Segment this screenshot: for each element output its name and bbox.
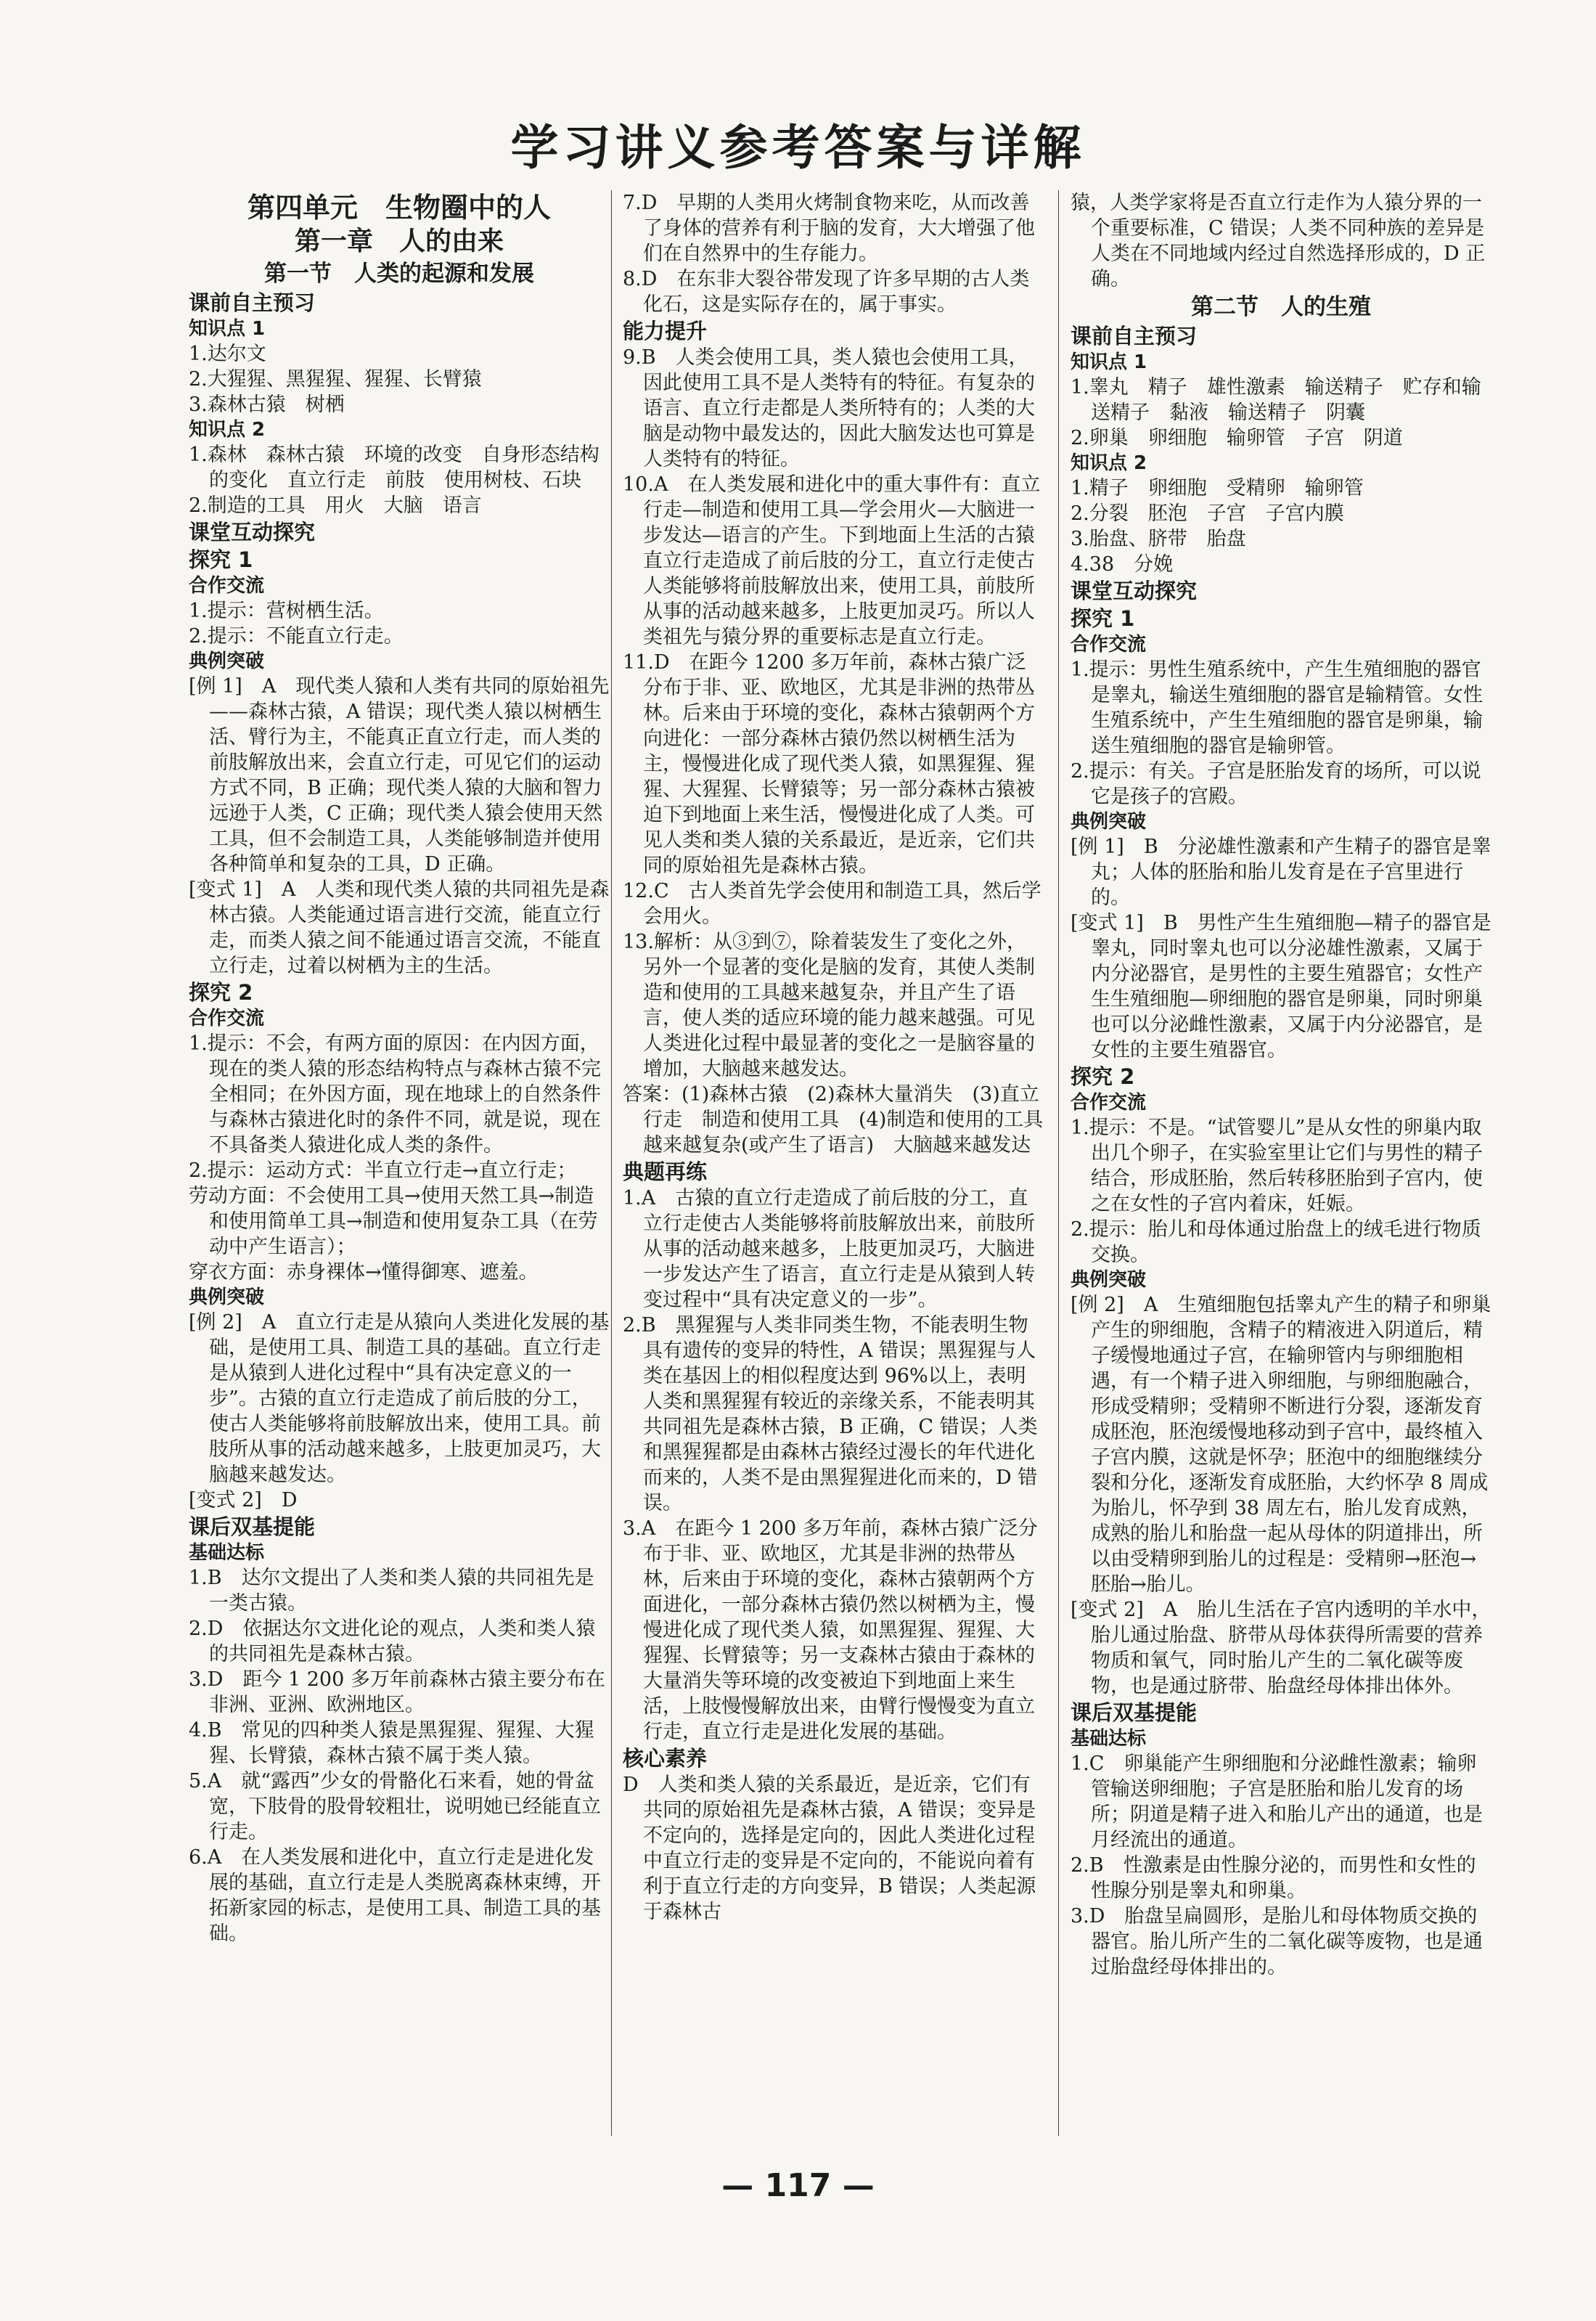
column-2: [623, 190, 1044, 1925]
answer-paragraph: 4.B 常见的四种类人猿是黑猩猩、猩猩、大猩猩、长臂猿，森林古猿不属于类人猿。: [189, 1719, 594, 1767]
answer-paragraph: 1.提示：不是。“试管婴儿”是从女性的卵巢内取出几个卵子，在实验室里让它们与男性的精子结合，形成胚胎，然后转移胚胎到子宫内，使之在女性的子宫内着床，妊娠。: [1071, 1117, 1483, 1215]
chapter-heading: 第一章 人的由来: [294, 227, 504, 256]
sub-heading: 能力提升: [623, 319, 708, 343]
answer-paragraph: 11.D 在距今 1200 多万年前，森林古猿广泛分布于非、亚、欧地区，尤其是非洲的热带丛林。后来由于环境的变化，森林古猿朝两个方向进化：一部分森林古猿仍然以树栖生活为主，慢慢进化成了现代类人猿，如黑猩猩、猩猩、大猩猩、长臂猿等；另一部分森林古猿被迫下到地面上来生活，慢慢进化成了人类。可见人类和类人猿的关系最近，是近亲，它们共同的原始祖先是森林古猿。: [623, 651, 1035, 877]
minor-heading: 典例突破: [1071, 811, 1147, 833]
sub-heading: 课前自主预习: [189, 290, 316, 315]
answer-paragraph: 2.制造的工具 用火 大脑 语言: [189, 494, 482, 517]
answer-paragraph: 1.A 古猿的直立行走造成了前后肢的分工，直立行走使古人类能够将前肢解放出来，前肢所从事的活动越来越多，上肢更加灵巧，大脑进一步发达产生了语言，直立行走是从猿到人转变过程中“具有决定意义的一步”。: [623, 1187, 1035, 1311]
answer-paragraph: 1.森林 森林古猿 环境的改变 自身形态结构的变化 直立行走 前肢 使用树枝、石块: [189, 444, 599, 491]
section-heading: 第二节 人的生殖: [1191, 294, 1371, 320]
column-1: [189, 190, 610, 1946]
answer-paragraph: 6.A 在人类发展和进化中，直立行走是进化发展的基础，直立行走是人类脱离森林束缚，开拓新家园的标志，是使用工具、制造工具的基础。: [189, 1846, 601, 1945]
column-divider: [1058, 190, 1059, 2136]
minor-heading: 典例突破: [1071, 1269, 1147, 1291]
answer-paragraph: 4.38 分娩: [1071, 553, 1174, 576]
answer-paragraph: 2.提示：有关。子宫是胚胎发育的场所，可以说它是孩子的宫殿。: [1071, 760, 1481, 808]
sub-heading: 探究 2: [1071, 1064, 1135, 1089]
minor-heading: 知识点 2: [1071, 452, 1147, 474]
answer-paragraph: 3.D 胎盘呈扁圆形，是胎儿和母体物质交换的器官。胎儿所产生的二氧化碳等废物，也是通过胎盘经母体排出的。: [1071, 1905, 1483, 1978]
answer-paragraph: 3.森林古猿 树栖: [189, 393, 345, 416]
sub-heading: 课堂互动探究: [1071, 579, 1198, 603]
answer-paragraph: 13.解析：从③到⑦，除着装发生了变化之外，另外一个显著的变化是脑的发育，其使人类制造和使用的工具越来越复杂，并且产生了语言，使人类的适应环境的能力越来越强。可见人类进化过程中最显著的变化之一是脑容量的增加，大脑越来越发达。: [623, 931, 1035, 1080]
minor-heading: 合作交流: [1071, 634, 1147, 656]
answer-paragraph: [例 2] A 直立行走是从猿向人类进化发展的基础，是使用工具、制造工具的基础。直立行走是从猿到人进化过程中“具有决定意义的一步”。古猿的直立行走造成了前后肢的分工，使古人类能够将前肢解放出来，使用工具。前肢所从事的活动越来越多，上肢更加灵巧，大脑越来越发达。: [189, 1311, 610, 1486]
minor-heading: 典例突破: [189, 650, 265, 672]
sub-heading: 探究 2: [189, 980, 253, 1005]
answer-paragraph: 3.A 在距今 1 200 多万年前，森林古猿广泛分布于非、亚、欧地区，尤其是非洲的热带丛林，后来由于环境的变化，森林古猿朝两个方面进化，一部分森林古猿仍然以树栖为主，慢慢进化成了现代类人猿，如黑猩猩、猩猩、大猩猩、长臂猿等；另一支森林古猿由于森林的大量消失等环境的改变被迫下到地面上来生活，上肢慢慢解放出来，由臂行慢慢变为直立行走，直立行走是进化发展的基础。: [623, 1517, 1038, 1743]
sub-heading: 探究 1: [189, 547, 253, 572]
minor-heading: 知识点 1: [189, 318, 266, 340]
answer-paragraph: 答案：(1)森林古猿 (2)森林大量消失 (3)直立行走 制造和使用工具 (4)制造和使用的工具越来越复杂(或产生了语言) 大脑越来越发达: [623, 1083, 1044, 1157]
answer-paragraph: 1.睾丸 精子 雄性激素 输送精子 贮存和输送精子 黏液 输送精子 阴囊: [1071, 376, 1481, 424]
answer-paragraph: 2.D 依据达尔文进化论的观点，人类和类人猿的共同祖先是森林古猿。: [189, 1618, 596, 1665]
sub-heading: 核心素养: [623, 1746, 708, 1771]
answer-paragraph: 2.卵巢 卵细胞 输卵管 子宫 阴道: [1071, 427, 1403, 449]
answer-paragraph: 8.D 在东非大裂谷带发现了许多早期的古人类化石，这是实际存在的，属于事实。: [623, 268, 1030, 316]
answer-paragraph: [变式 2] D: [189, 1489, 298, 1512]
answer-paragraph: [变式 1] A 人类和现代类人猿的共同祖先是森林古猿。人类能通过语言进行交流，能直立行走，而类人猿之间不能通过语言交流，不能直立行走，过着以树栖为主的生活。: [189, 878, 610, 977]
minor-heading: 合作交流: [189, 1008, 265, 1029]
answer-paragraph: 1.提示：不会，有两方面的原因：在内因方面，现在的类人猿的形态结构特点与森林古猿不完全相同；在外因方面，现在地球上的自然条件与森林古猿进化时的条件不同，就是说，现在不具备类人猿进化成人类的条件。: [189, 1032, 601, 1157]
answer-paragraph: 12.C 古人类首先学会使用和制造工具，然后学会用火。: [623, 880, 1042, 928]
answer-paragraph: 2.提示：不能直立行走。: [189, 625, 404, 648]
page-title: 学习讲义参考答案与详解: [510, 120, 1086, 176]
answer-paragraph: 9.B 人类会使用工具，类人猿也会使用工具，因此使用工具不是人类特有的特征。有复杂的语言、直立行走都是人类所特有的；人类的大脑是动物中最发达的，因此大脑发达也可算是人类特有的特征。: [623, 346, 1035, 470]
minor-heading: 知识点 2: [189, 419, 266, 441]
sub-heading: 课后双基提能: [1071, 1700, 1198, 1725]
answer-paragraph: 10.A 在人类发展和进化中的重大事件有：直立行走—制造和使用工具—学会用火—大脑进一步发达—语言的产生。下到地面上生活的古猿直立行走造成了前后肢的分工，直立行走使古人类能够将前肢解放出来，使用工具，前肢所从事的活动越来越多，上肢更加灵巧。所以人类祖先与猿分界的重要标志是直立行走。: [623, 473, 1041, 648]
answer-paragraph: 1.提示：男性生殖系统中，产生生殖细胞的器官是睾丸，输送生殖细胞的器官是输精管。女性生殖系统中，产生生殖细胞的器官是卵巢，输送生殖细胞的器官是输卵管。: [1071, 658, 1483, 757]
answer-paragraph: 穿衣方面：赤身裸体→懂得御寒、遮羞。: [189, 1261, 539, 1284]
answer-paragraph: 劳动方面：不会使用工具→使用天然工具→制造和使用简单工具→制造和使用复杂工具（在劳动中产生语言）；: [189, 1185, 598, 1258]
answer-paragraph: [例 2] A 生殖细胞包括睾丸产生的精子和卵巢产生的卵细胞，含精子的精液进入阴道后，精子缓慢地通过子宫，在输卵管内与卵细胞相遇，有一个精子进入卵细胞，与卵细胞融合，形成受精卵；受精卵不断进行分裂，逐渐发育成胚泡，胚泡缓慢地移动到子宫中，最终植入子宫内膜，这就是怀孕；胚泡中的细胞继续分裂和分化，逐渐发育成胚胎，大约怀孕 8 周成为胎儿，怀孕到 38 周左右，胎儿发育成熟，成熟的胎儿和胎盘一起从母体的阴道排出，所以由受精卵到胎儿的过程是：受精卵→胚泡→胚胎→胎儿。: [1071, 1294, 1491, 1596]
section-heading: 第一节 人类的起源和发展: [264, 261, 534, 287]
answer-paragraph: 1.达尔文: [189, 343, 266, 365]
sub-heading: 探究 1: [1071, 606, 1135, 631]
unit-heading: 第四单元 生物圈中的人: [247, 192, 551, 224]
answer-paragraph: [变式 1] B 男性产生生殖细胞—精子的器官是睾丸，同时睾丸也可以分泌雄性激素，又属于内分泌器官，是男性的主要生殖器官；女性产生生殖细胞—卵细胞的器官是卵巢，同时卵巢也可以分泌雌性激素，又属于内分泌器官，是女性的主要生殖器官。: [1071, 912, 1491, 1061]
minor-heading: 典例突破: [189, 1286, 265, 1308]
column-3: [1071, 190, 1491, 1980]
answer-paragraph: 1.精子 卵细胞 受精卵 输卵管: [1071, 477, 1364, 499]
answer-paragraph: 2.提示：胎儿和母体通过胎盘上的绒毛进行物质交换。: [1071, 1218, 1481, 1266]
answer-paragraph: 2.B 性激素是由性腺分泌的，而男性和女性的性腺分别是睾丸和卵巢。: [1071, 1854, 1476, 1902]
answer-paragraph: [例 1] B 分泌雄性激素和产生精子的器官是睾丸；人体的胚胎和胎儿发育是在子宫里进行的。: [1071, 836, 1491, 909]
minor-heading: 基础达标: [189, 1542, 265, 1564]
answer-paragraph: 2.分裂 胚泡 子宫 子宫内膜: [1071, 502, 1344, 525]
sub-heading: 课堂互动探究: [189, 520, 316, 544]
answer-paragraph: 7.D 早期的人类用火烤制食物来吃，从而改善了身体的营养有利于脑的发育，大大增强了他们在自然界中的生存能力。: [623, 192, 1035, 265]
minor-heading: 知识点 1: [1071, 351, 1147, 373]
column-divider: [611, 190, 612, 2136]
answer-paragraph: 3.胎盘、脐带 胎盘: [1071, 528, 1246, 550]
answer-paragraph: D 人类和类人猿的关系最近，是近亲，它们有共同的原始祖先是森林古猿，A 错误；变异是不定向的，选择是定向的，因此人类进化过程中直立行走的变异是不定向的，不能说向着有利于直立行走的方向变异，B 错误；人类起源于森林古: [623, 1774, 1036, 1923]
answer-paragraph: 3.D 距今 1 200 多万年前森林古猿主要分布在非洲、亚洲、欧洲地区。: [189, 1668, 605, 1716]
sub-heading: 典题再练: [623, 1159, 708, 1184]
page-number: — 117 —: [721, 2167, 875, 2204]
answer-paragraph: [变式 2] A 胎儿生活在子宫内透明的羊水中，胎儿通过胎盘、脐带从母体获得所需要的营养物质和氧气，同时胎儿产生的二氧化碳等废物，也是通过脐带、胎盘经母体排出体外。: [1071, 1599, 1491, 1697]
answer-paragraph: [例 1] A 现代类人猿和人类有共同的原始祖先——森林古猿，A 错误；现代类人猿以树栖生活、臂行为主，不能真正直立行走，而人类的前肢解放出来，会直立行走，可见它们的运动方式不同，B 正确；现代类人猿的大脑和智力远逊于人类，C 正确；现代类人猿会使用天然工具，但不会制造工具，人类能够制造并使用各种简单和复杂的工具，D 正确。: [189, 675, 610, 876]
minor-heading: 基础达标: [1071, 1728, 1147, 1750]
answer-paragraph: 1.B 达尔文提出了人类和类人猿的共同祖先是一类古猿。: [189, 1567, 594, 1615]
answer-paragraph: 2.提示：运动方式：半直立行走→直立行走；: [189, 1159, 577, 1182]
answer-paragraph: 1.C 卵巢能产生卵细胞和分泌雌性激素；输卵管输送卵细胞；子宫是胚胎和胎儿发育的场所；阴道是精子进入和胎儿产出的通道，也是月经流出的通道。: [1071, 1753, 1483, 1851]
answer-paragraph: 2.B 黑猩猩与人类非同类生物，不能表明生物具有遗传的变异的特性，A 错误；黑猩猩与人类在基因上的相似程度达到 96%以上，表明人类和黑猩猩有较近的亲缘关系，不能表明其共同祖先是森林古猿，B 正确，C 错误；人类和黑猩猩都是由森林古猿经过漫长的年代进化而来的，人类不是由黑猩猩进化而来的，D 错误。: [623, 1314, 1038, 1514]
minor-heading: 合作交流: [189, 575, 265, 597]
sub-heading: 课前自主预习: [1071, 324, 1198, 348]
answer-paragraph: 猿，人类学家将是否直立行走作为人猿分界的一个重要标准，C 错误；人类不同种族的差异是人类在不同地域内经过自然选择形成的，D 正确。: [1071, 192, 1486, 290]
answer-paragraph: 5.A 就“露西”少女的骨骼化石来看，她的骨盆宽，下肢骨的股骨较粗壮，说明她已经能直立行走。: [189, 1770, 601, 1843]
sub-heading: 课后双基提能: [189, 1514, 316, 1539]
answer-paragraph: 1.提示：营树栖生活。: [189, 600, 384, 622]
minor-heading: 合作交流: [1071, 1092, 1147, 1114]
answer-paragraph: 2.大猩猩、黑猩猩、猩猩、长臂猿: [189, 368, 482, 391]
